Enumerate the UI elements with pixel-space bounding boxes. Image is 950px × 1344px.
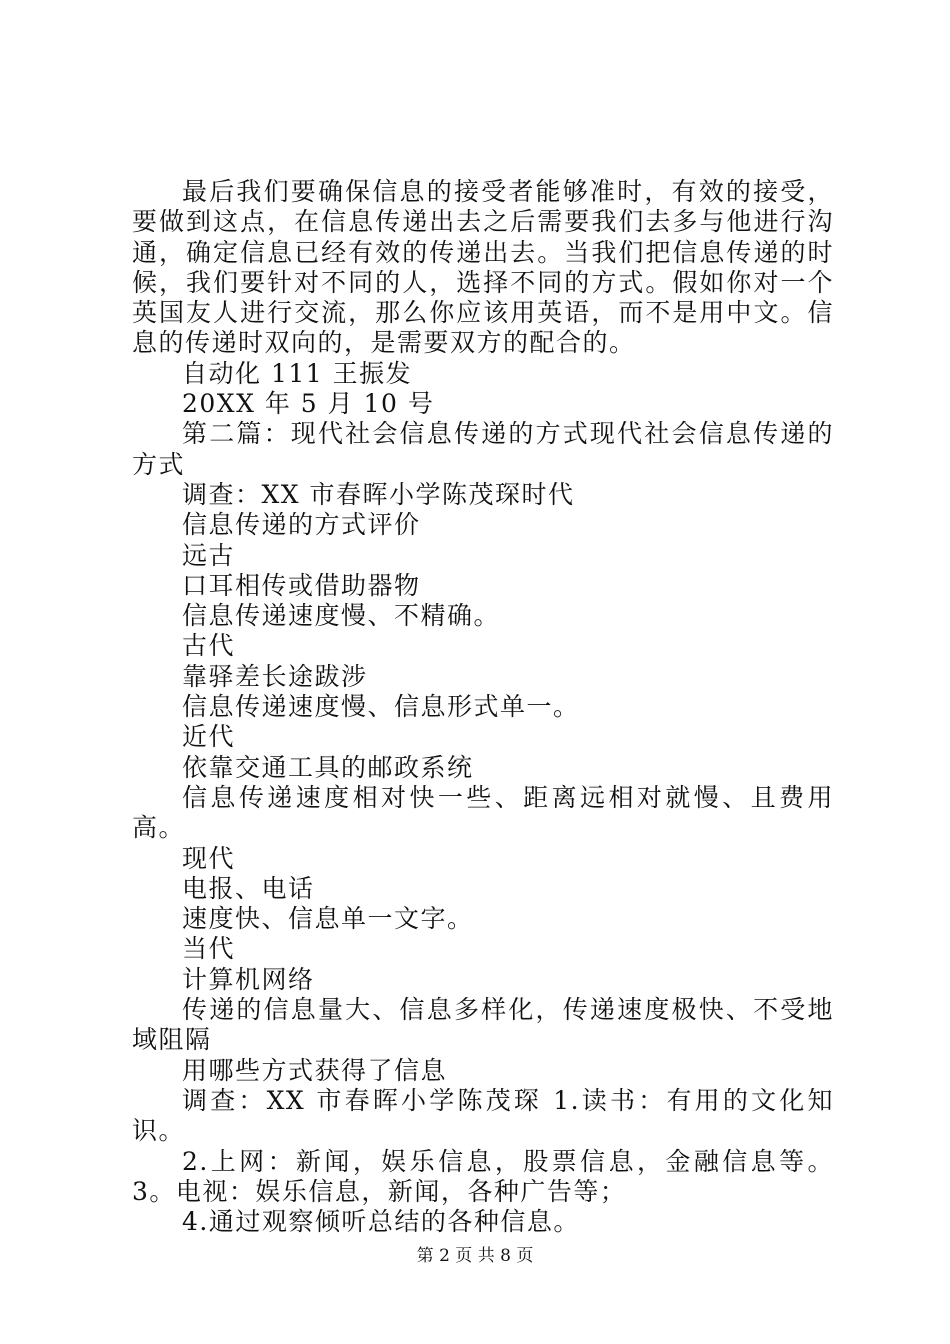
paragraph: 信息传递速度相对快一些、距离远相对就慢、且费用高。 <box>132 782 834 843</box>
paragraph: 依靠交通工具的邮政系统 <box>182 752 474 782</box>
paragraph: 现代 <box>182 843 236 873</box>
paragraph: 古代 <box>182 631 236 661</box>
paragraph: 计算机网络 <box>182 964 315 994</box>
paragraph: 最后我们要确保信息的接受者能够准时，有效的接受，要做到这点，在信息传递出去之后需要我们去多与他进行沟通，确定信息已经有效的传递出去。当我们把信息传递的时候，我们要针对不同的人，选择不同的方式。假如你对一个英国友人进行交流，那么你应该用英语，而不是用中文。信息的传递时双向的，是需要双方的配合的。 <box>132 177 834 358</box>
paragraph: 远古 <box>182 540 236 570</box>
paragraph: 近代 <box>182 722 236 752</box>
paragraph: 自动化 111 王振发 <box>182 358 413 388</box>
paragraph: 20XX 年 5 月 10 号 <box>182 389 435 419</box>
paragraph: 速度快、信息单一文字。 <box>182 904 474 934</box>
paragraph: 信息传递的方式评价 <box>182 510 421 540</box>
document-body <box>132 177 834 1237</box>
paragraph: 当代 <box>182 934 236 964</box>
paragraph: 调查：XX 市春晖小学陈茂琛 1.读书：有用的文化知识。 <box>132 1085 834 1146</box>
paragraph: 电报、电话 <box>182 873 315 903</box>
paragraph: 口耳相传或借助器物 <box>182 570 421 600</box>
paragraph: 靠驿差长途跋涉 <box>182 661 368 691</box>
paragraph: 信息传递速度慢、不精确。 <box>182 601 501 631</box>
page-number: 第 2 页 共 8 页 <box>416 1246 534 1266</box>
paragraph: 调查：XX 市春晖小学陈茂琛时代 <box>182 479 575 509</box>
paragraph: 2.上网：新闻，娱乐信息，股票信息，金融信息等。3。电视：娱乐信息，新闻，各种广告等； <box>132 1146 834 1206</box>
paragraph: 传递的信息量大、信息多样化，传递速度极快、不受地域阻隔 <box>132 995 834 1055</box>
page-footer <box>0 1246 950 1266</box>
paragraph: 信息传递速度慢、信息形式单一。 <box>182 692 580 722</box>
paragraph: 第二篇：现代社会信息传递的方式现代社会信息传递的方式 <box>132 419 834 479</box>
paragraph: 4.通过观察倾听总结的各种信息。 <box>182 1207 580 1237</box>
paragraph: 用哪些方式获得了信息 <box>182 1055 448 1085</box>
